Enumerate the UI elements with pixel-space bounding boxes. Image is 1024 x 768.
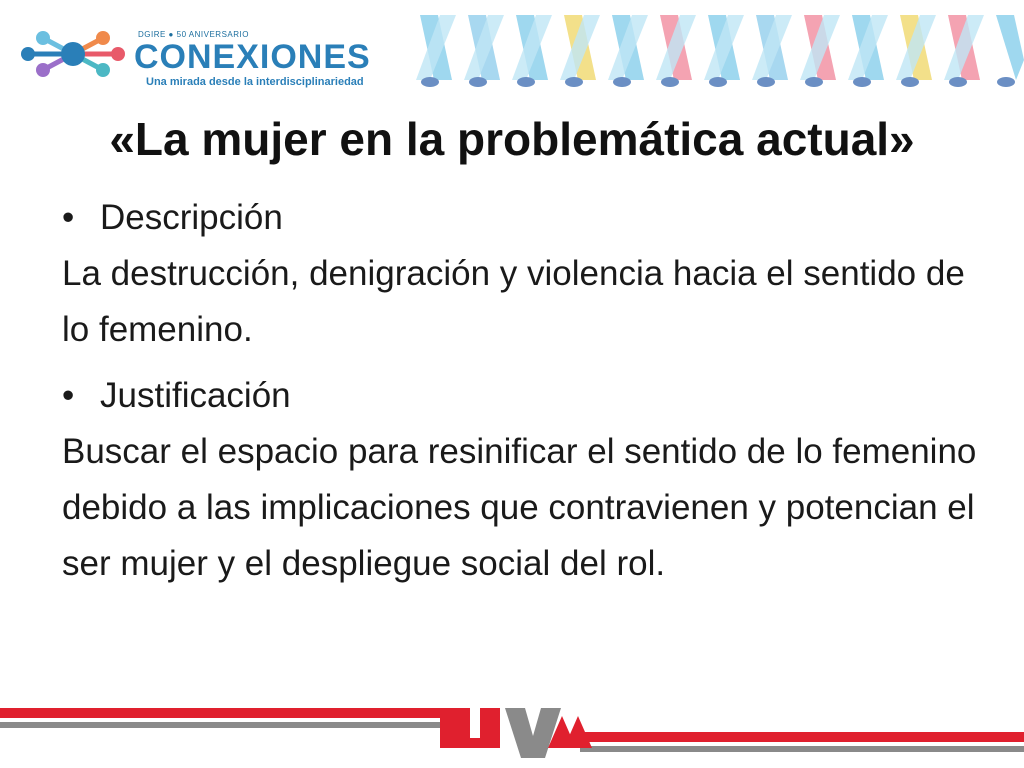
header-stripes-decoration: [410, 10, 1024, 95]
stripe-group: [416, 15, 1024, 80]
conexiones-logo: [18, 18, 388, 90]
footer-gray-line-right: [580, 746, 1024, 752]
bullet-icon: •: [62, 376, 75, 415]
footer-red-line-right: [580, 732, 1024, 742]
bullet-heading: Justificación: [100, 376, 291, 415]
slide-title: «La mujer en la problemática actual»: [109, 113, 915, 165]
logo-name: CONEXIONES: [134, 38, 371, 76]
footer-red-line: [0, 708, 440, 718]
justification-text: Buscar el espacio para resinificar el sentido de lo femenino debido a las implicaciones que contravienen y potencian el ser mujer y el despliegue social del rol.: [62, 432, 977, 583]
bullet-icon: •: [62, 198, 75, 237]
bullet-heading: Descripción: [100, 198, 283, 237]
slide-content: [62, 190, 992, 602]
bullet-item-description: [62, 190, 992, 246]
network-logo-icon: [18, 18, 128, 90]
description-text: La destrucción, denigración y violencia hacia el sentido de lo femenino.: [62, 254, 965, 349]
logo-top-text: DGIRE ● 50 ANIVERSARIO: [138, 30, 249, 39]
bullet-item-justification: [62, 368, 992, 424]
uvaq-logo-icon: [440, 708, 592, 758]
footer-band: [0, 698, 1024, 768]
footer-gray-line: [0, 722, 440, 728]
logo-tagline: Una mirada desde la interdisciplinariedad: [146, 76, 364, 88]
